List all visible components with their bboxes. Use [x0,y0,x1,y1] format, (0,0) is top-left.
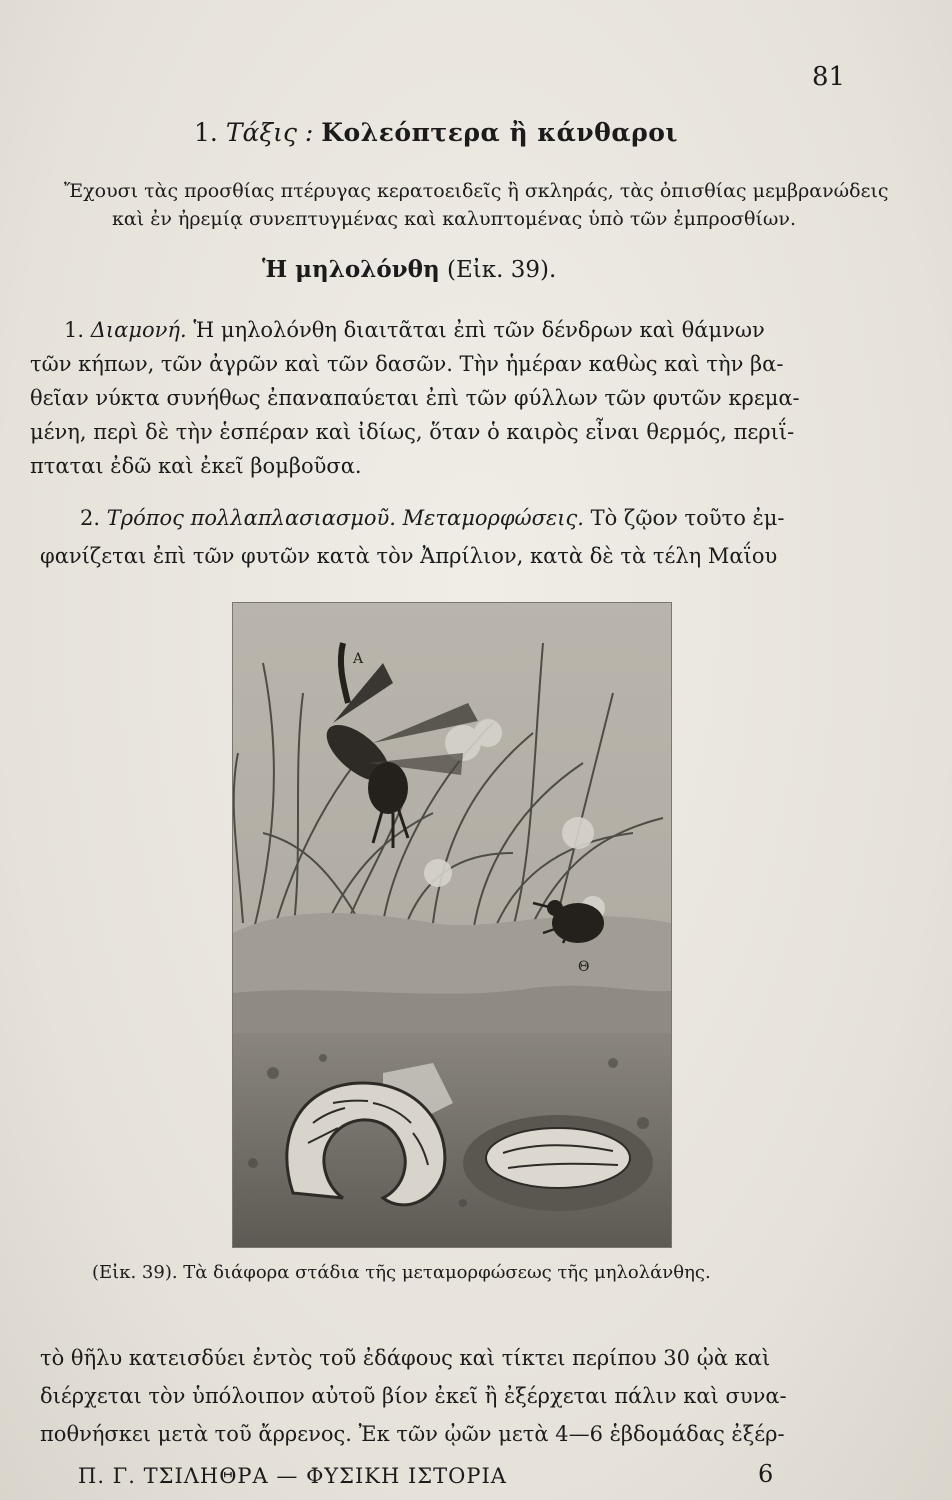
illustration-drawing [233,603,671,1247]
para2-text: Τὸ ζῷον τοῦτο ἐμ- [590,506,785,530]
closing-line: τὸ θῆλυ κατεισδύει ἐντὸς τοῦ ἐδάφους καὶ τίκτει περίπου 30 ᾠὰ καὶ [40,1346,771,1370]
para1-first-line [64,318,765,342]
para2-label: Τρόπος πολλαπλασιασμοῦ. Μεταμορφώσεις. [106,506,584,530]
section-label: Τάξις : [225,118,314,147]
figure-mark-theta: Θ [578,959,590,975]
section-heading [194,118,678,147]
para1-line: τῶν κήπων, τῶν ἀγρῶν καὶ τῶν δασῶν. Τὴν ἡμέραν καθὼς καὶ τὴν βα- [30,352,784,376]
para1-text: Ἡ μηλολόνθη διαιτᾶται ἐπὶ τῶν δένδρων καὶ θάμνων [193,318,765,342]
footer-author-title: Π. Γ. ΤΣΙΛΗΘΡΑ — ΦΥΣΙΚΗ ΙΣΤΟΡΙΑ [78,1464,507,1488]
intro-line: καὶ ἐν ἠρεμίᾳ συνεπτυγμένας καὶ καλυπτομένας ὑπὸ τῶν ἐμπροσθίων. [112,208,796,230]
figure-mark-a: Α [353,651,364,667]
para1-label: Διαμονή. [90,318,187,342]
beetle-illustration [232,602,672,1248]
sub-heading [262,256,556,283]
para1-line: μένη, περὶ δὲ τὴν ἑσπέραν καὶ ἰδίως, ὅταν ὁ καιρὸς εἶναι θερμός, περιΐ- [30,420,795,444]
section-number: 1. [194,118,218,147]
closing-line: ποθνήσκει μετὰ τοῦ ἄρρενος. Ἐκ τῶν ᾠῶν μετὰ 4—6 ἑβδομάδας ἐξέρ- [40,1422,785,1446]
closing-line: διέρχεται τὸν ὑπόλοιπον αὐτοῦ βίον ἐκεῖ ἢ ἐξέρχεται πάλιν καὶ συνα- [40,1384,787,1408]
para1-line: πταται ἐδῶ καὶ ἐκεῖ βομβοῦσα. [30,454,362,478]
intro-line: Ἔχουσι τὰς προσθίας πτέρυγας κερατοειδεῖς ἢ σκληράς, τὰς ὀπισθίας μεμβρανώδεις [64,180,889,202]
sub-heading-ref: (Εἰκ. 39). [447,257,557,283]
para2-line: φανίζεται ἐπὶ τῶν φυτῶν κατὰ τὸν Ἀπρίλιον, κατὰ δὲ τὰ τέλη Μαΐου [40,544,778,568]
para2-number: 2. [80,506,101,530]
para2-first-line [80,506,785,530]
figure-caption: (Εἰκ. 39). Τὰ διάφορα στάδια τῆς μεταμορφώσεως τῆς μηλολάνθης. [92,1262,711,1283]
para1-line: θεῖαν νύκτα συνήθως ἐπαναπαύεται ἐπὶ τῶν φύλλων τῶν φυτῶν κρεμα- [30,386,800,410]
section-title: Κολεόπτερα ἢ κάνθαροι [321,118,678,147]
page-number: 81 [812,62,846,92]
footer-signature-number: 6 [758,1460,774,1488]
para1-number: 1. [64,318,85,342]
sub-heading-title: Ἡ μηλολόνθη [262,256,440,283]
pupa [463,1115,653,1211]
